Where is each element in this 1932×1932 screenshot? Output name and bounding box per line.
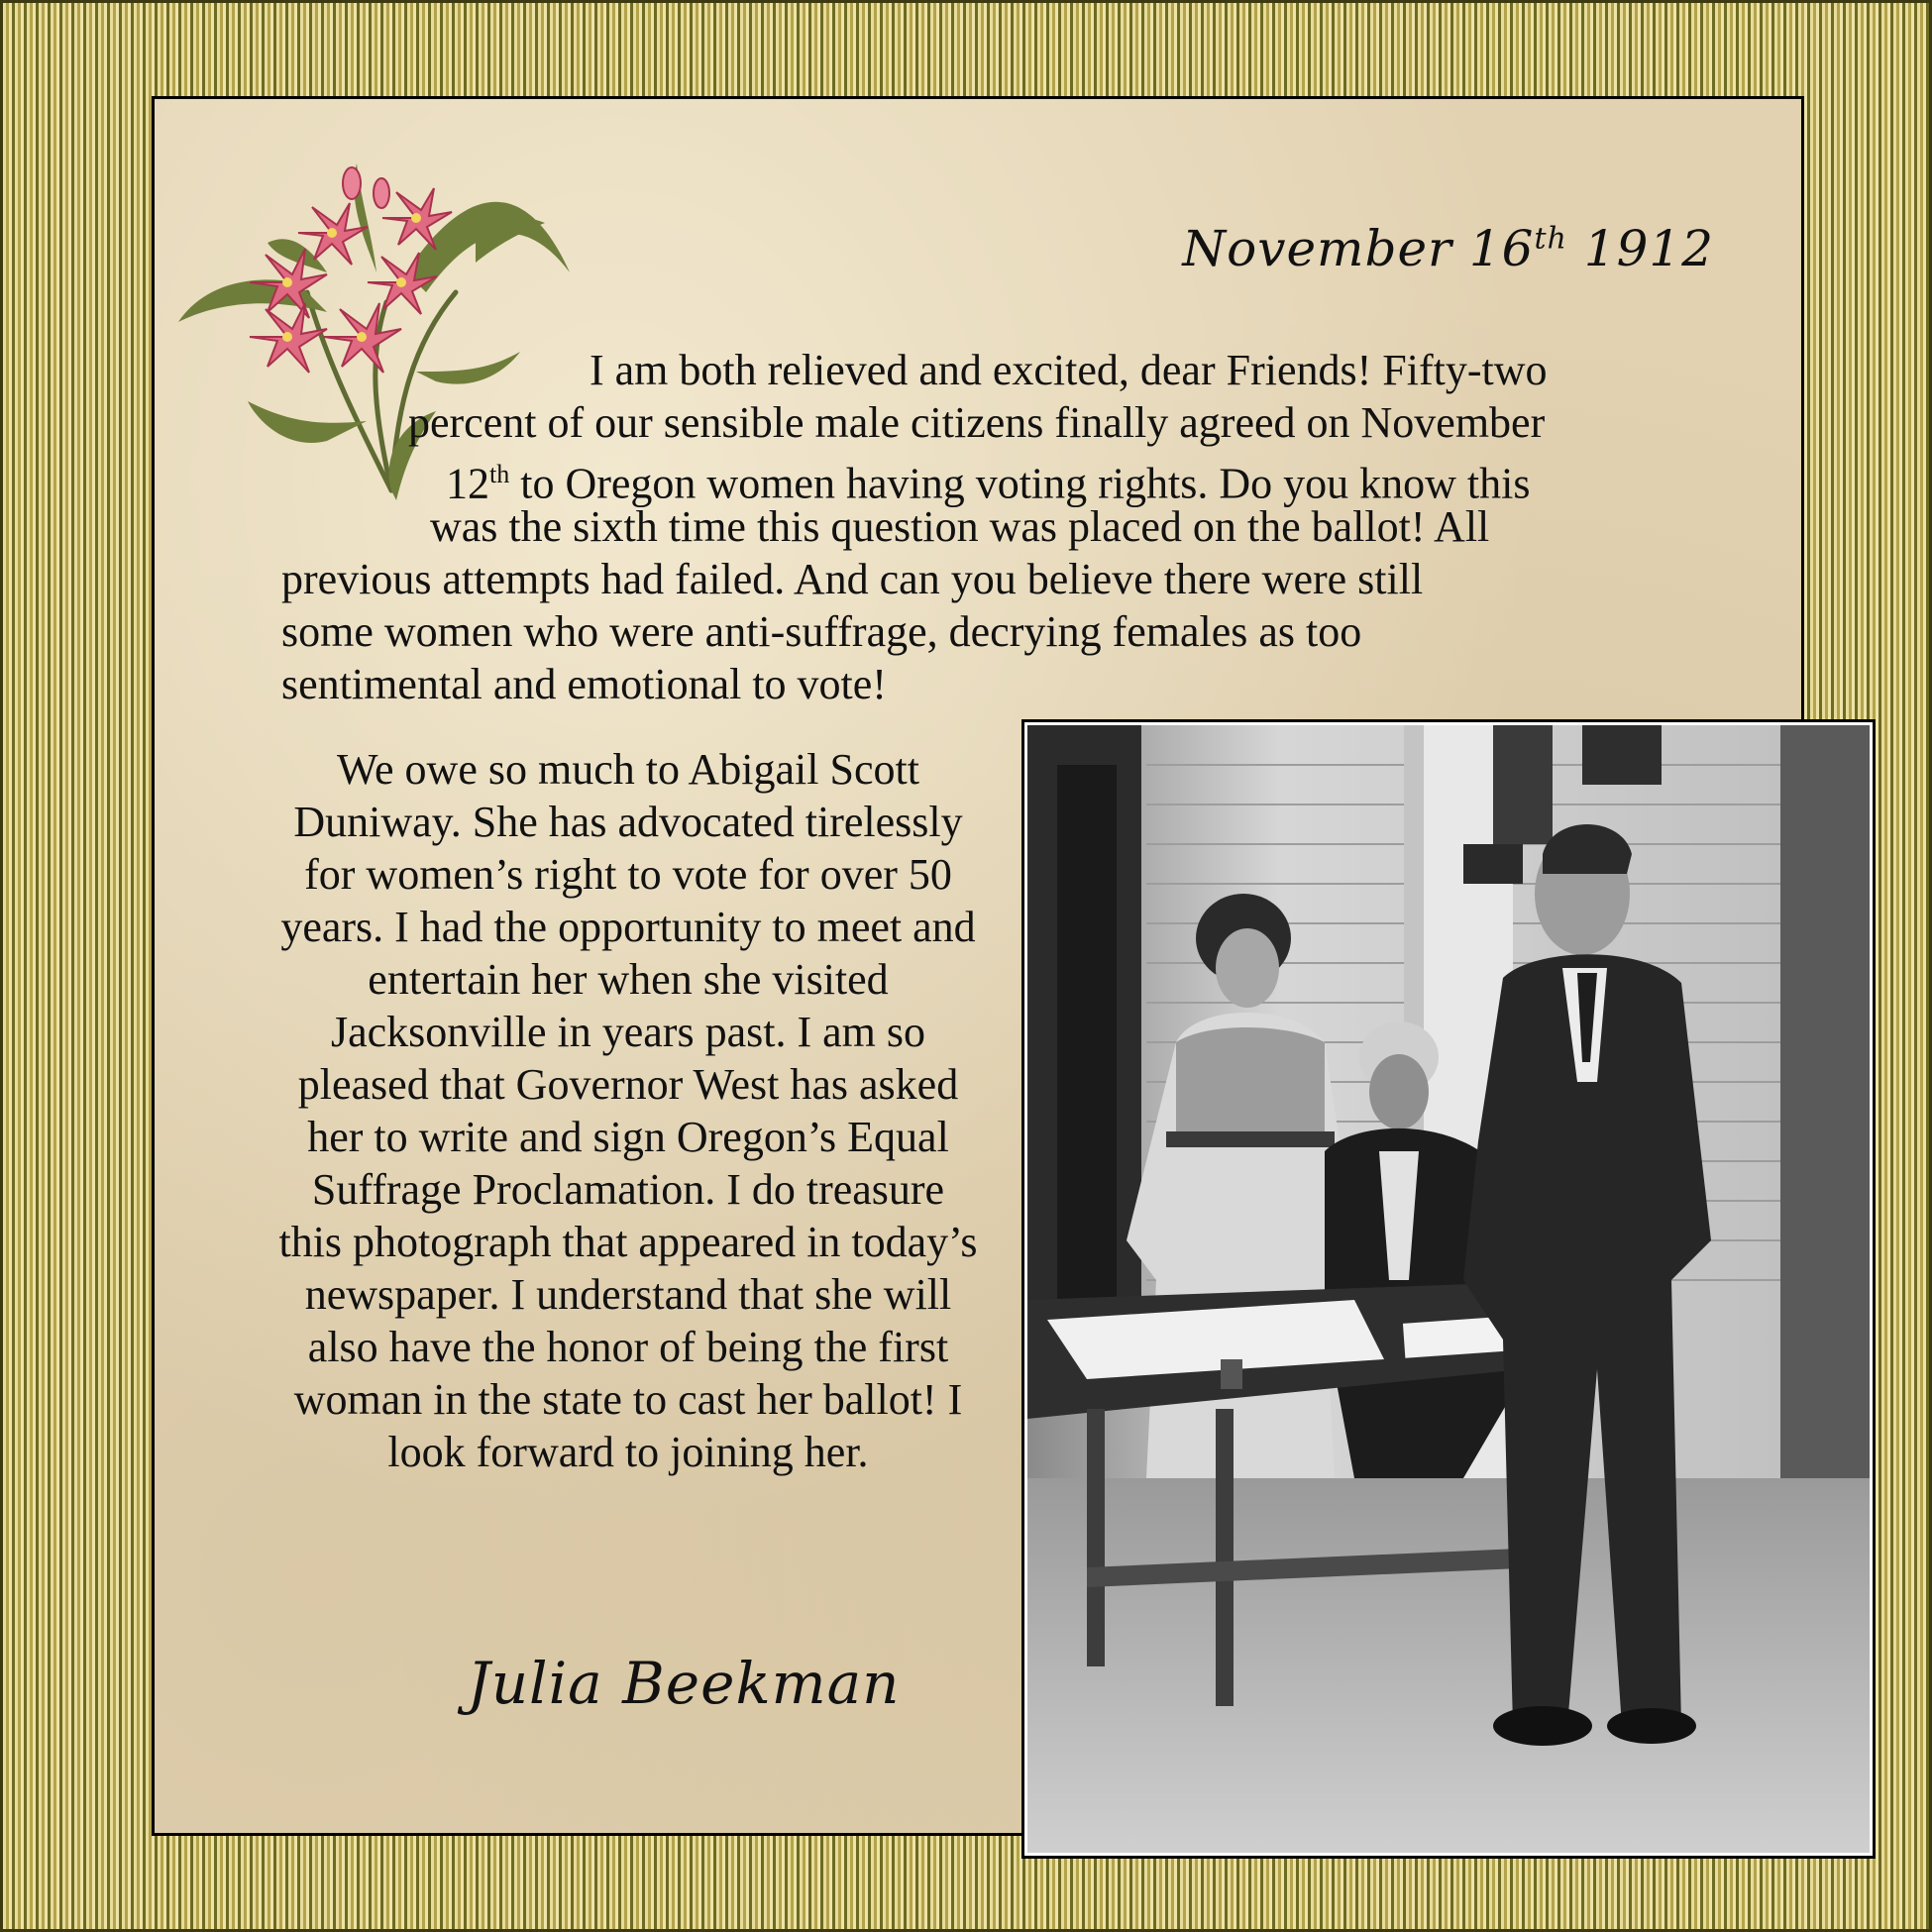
- paragraph-line: 12th to Oregon women having voting rights. Do you know this: [446, 459, 1531, 508]
- paragraph-line: was the sixth time this question was placed on the ballot! All: [430, 502, 1490, 551]
- paragraph-line: I am both relieved and excited, dear Friends! Fifty-two: [590, 346, 1548, 394]
- second-paragraph: We owe so much to Abigail Scott Duniway. She has advocated tirelessly for women’s right to vote for over 50 years. I had the opportunity to meet and entertain her when she visited Jacksonville in years past. I am so pleased that Governor West has asked her to write and sign Oregon’s Equal Suffrage Proclamation. I do treasure this photograph that appeared in today’s newspaper. I understand that she will also have the honor of being the first woman in the state to cast her ballot! I look forward to joining her.: [278, 745, 978, 1476]
- suffrage-photograph: [1021, 719, 1876, 1859]
- first-paragraph: [0, 0, 1932, 713]
- paragraph-line: percent of our sensible male citizens finally agreed on November: [408, 398, 1546, 447]
- signature: Julia Beekman: [467, 1650, 901, 1717]
- paragraph-line: sentimental and emotional to vote!: [281, 660, 887, 708]
- paragraph-line: previous attempts had failed. And can you believe there were still: [281, 555, 1424, 603]
- paragraph-line: some women who were anti-suffrage, decrying females as too: [281, 607, 1362, 656]
- letter-date: November 16th 1912: [1182, 220, 1714, 277]
